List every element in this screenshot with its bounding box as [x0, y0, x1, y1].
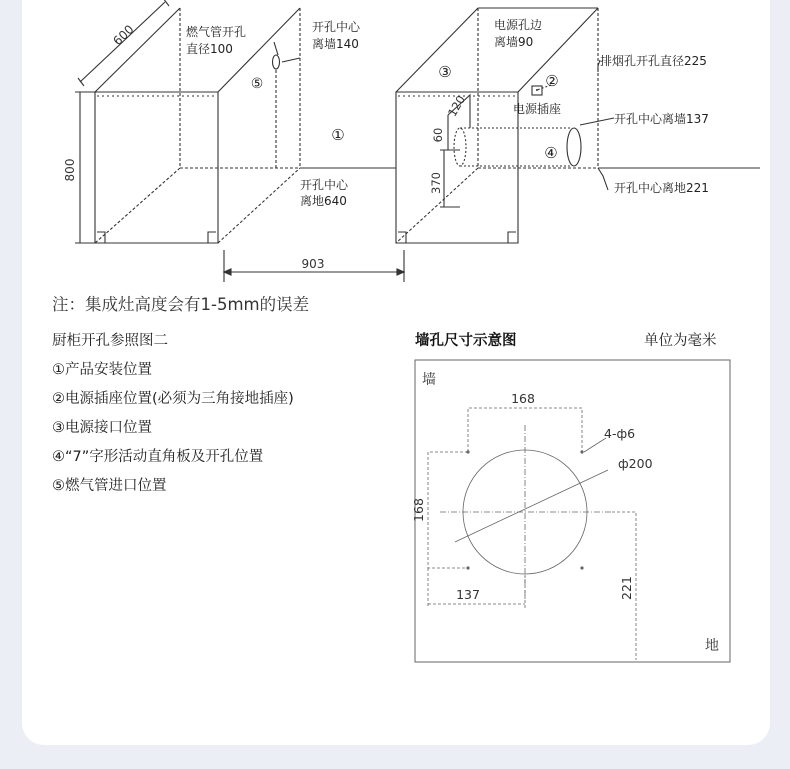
marker-4: ④	[544, 144, 558, 162]
center-floor-label: 开孔中心离地221	[614, 181, 709, 195]
dim-60: 60	[431, 127, 445, 143]
left-hole-floor-label-2: 离地640	[300, 194, 347, 208]
dim-depth: 600	[110, 22, 137, 49]
dim-width: 903	[301, 257, 325, 271]
center-wall-label: 开孔中心离墙137	[614, 112, 709, 126]
legend-item: ④“7”字形活动直角板及开孔位置	[52, 449, 264, 465]
wall-hole-title: 墙孔尺寸示意图	[415, 333, 517, 349]
power-edge-label-2: 离墙90	[494, 35, 534, 49]
power-edge-label-1: 电源孔边	[494, 18, 543, 32]
legend-title: 厨柜开孔参照图二	[52, 333, 168, 349]
gas-hole-label-2: 直径100	[186, 42, 233, 56]
legend-item: ③电源接口位置	[52, 420, 152, 436]
dim-168-left: 168	[411, 498, 426, 522]
marker-5: ⑤	[250, 76, 264, 92]
dim-137: 137	[456, 587, 480, 602]
dim-120: 120	[444, 92, 469, 120]
holes-label: 4-ф6	[604, 426, 636, 441]
unit-label: 单位为毫米	[644, 333, 717, 349]
floor-label: 地	[705, 638, 719, 654]
left-hole-wall-label-1: 开孔中心	[312, 20, 361, 34]
exhaust-diameter-label: 排烟孔开孔直径225	[600, 54, 707, 68]
dim-168-top: 168	[511, 391, 535, 406]
dim-height: 800	[63, 158, 77, 182]
marker-3: ③	[438, 63, 452, 81]
dim-221: 221	[619, 576, 634, 600]
marker-1: ①	[331, 126, 345, 144]
marker-2: ②	[545, 72, 559, 90]
wall-label: 墙	[422, 372, 436, 388]
left-hole-wall-label-2: 离墙140	[312, 37, 359, 51]
diameter-label: ф200	[618, 456, 653, 471]
tolerance-note: 注：集成灶高度会有1-5mm的误差	[52, 295, 310, 314]
legend-item: ⑤燃气管进口位置	[52, 478, 167, 494]
socket-label: 电源插座	[513, 102, 562, 116]
left-hole-floor-label-1: 开孔中心	[300, 178, 349, 192]
legend-item: ①产品安装位置	[52, 362, 152, 378]
dim-370: 370	[429, 172, 443, 194]
legend-item: ②电源插座位置(必须为三角接地插座)	[52, 391, 294, 407]
gas-hole-label-1: 燃气管开孔	[186, 25, 247, 39]
